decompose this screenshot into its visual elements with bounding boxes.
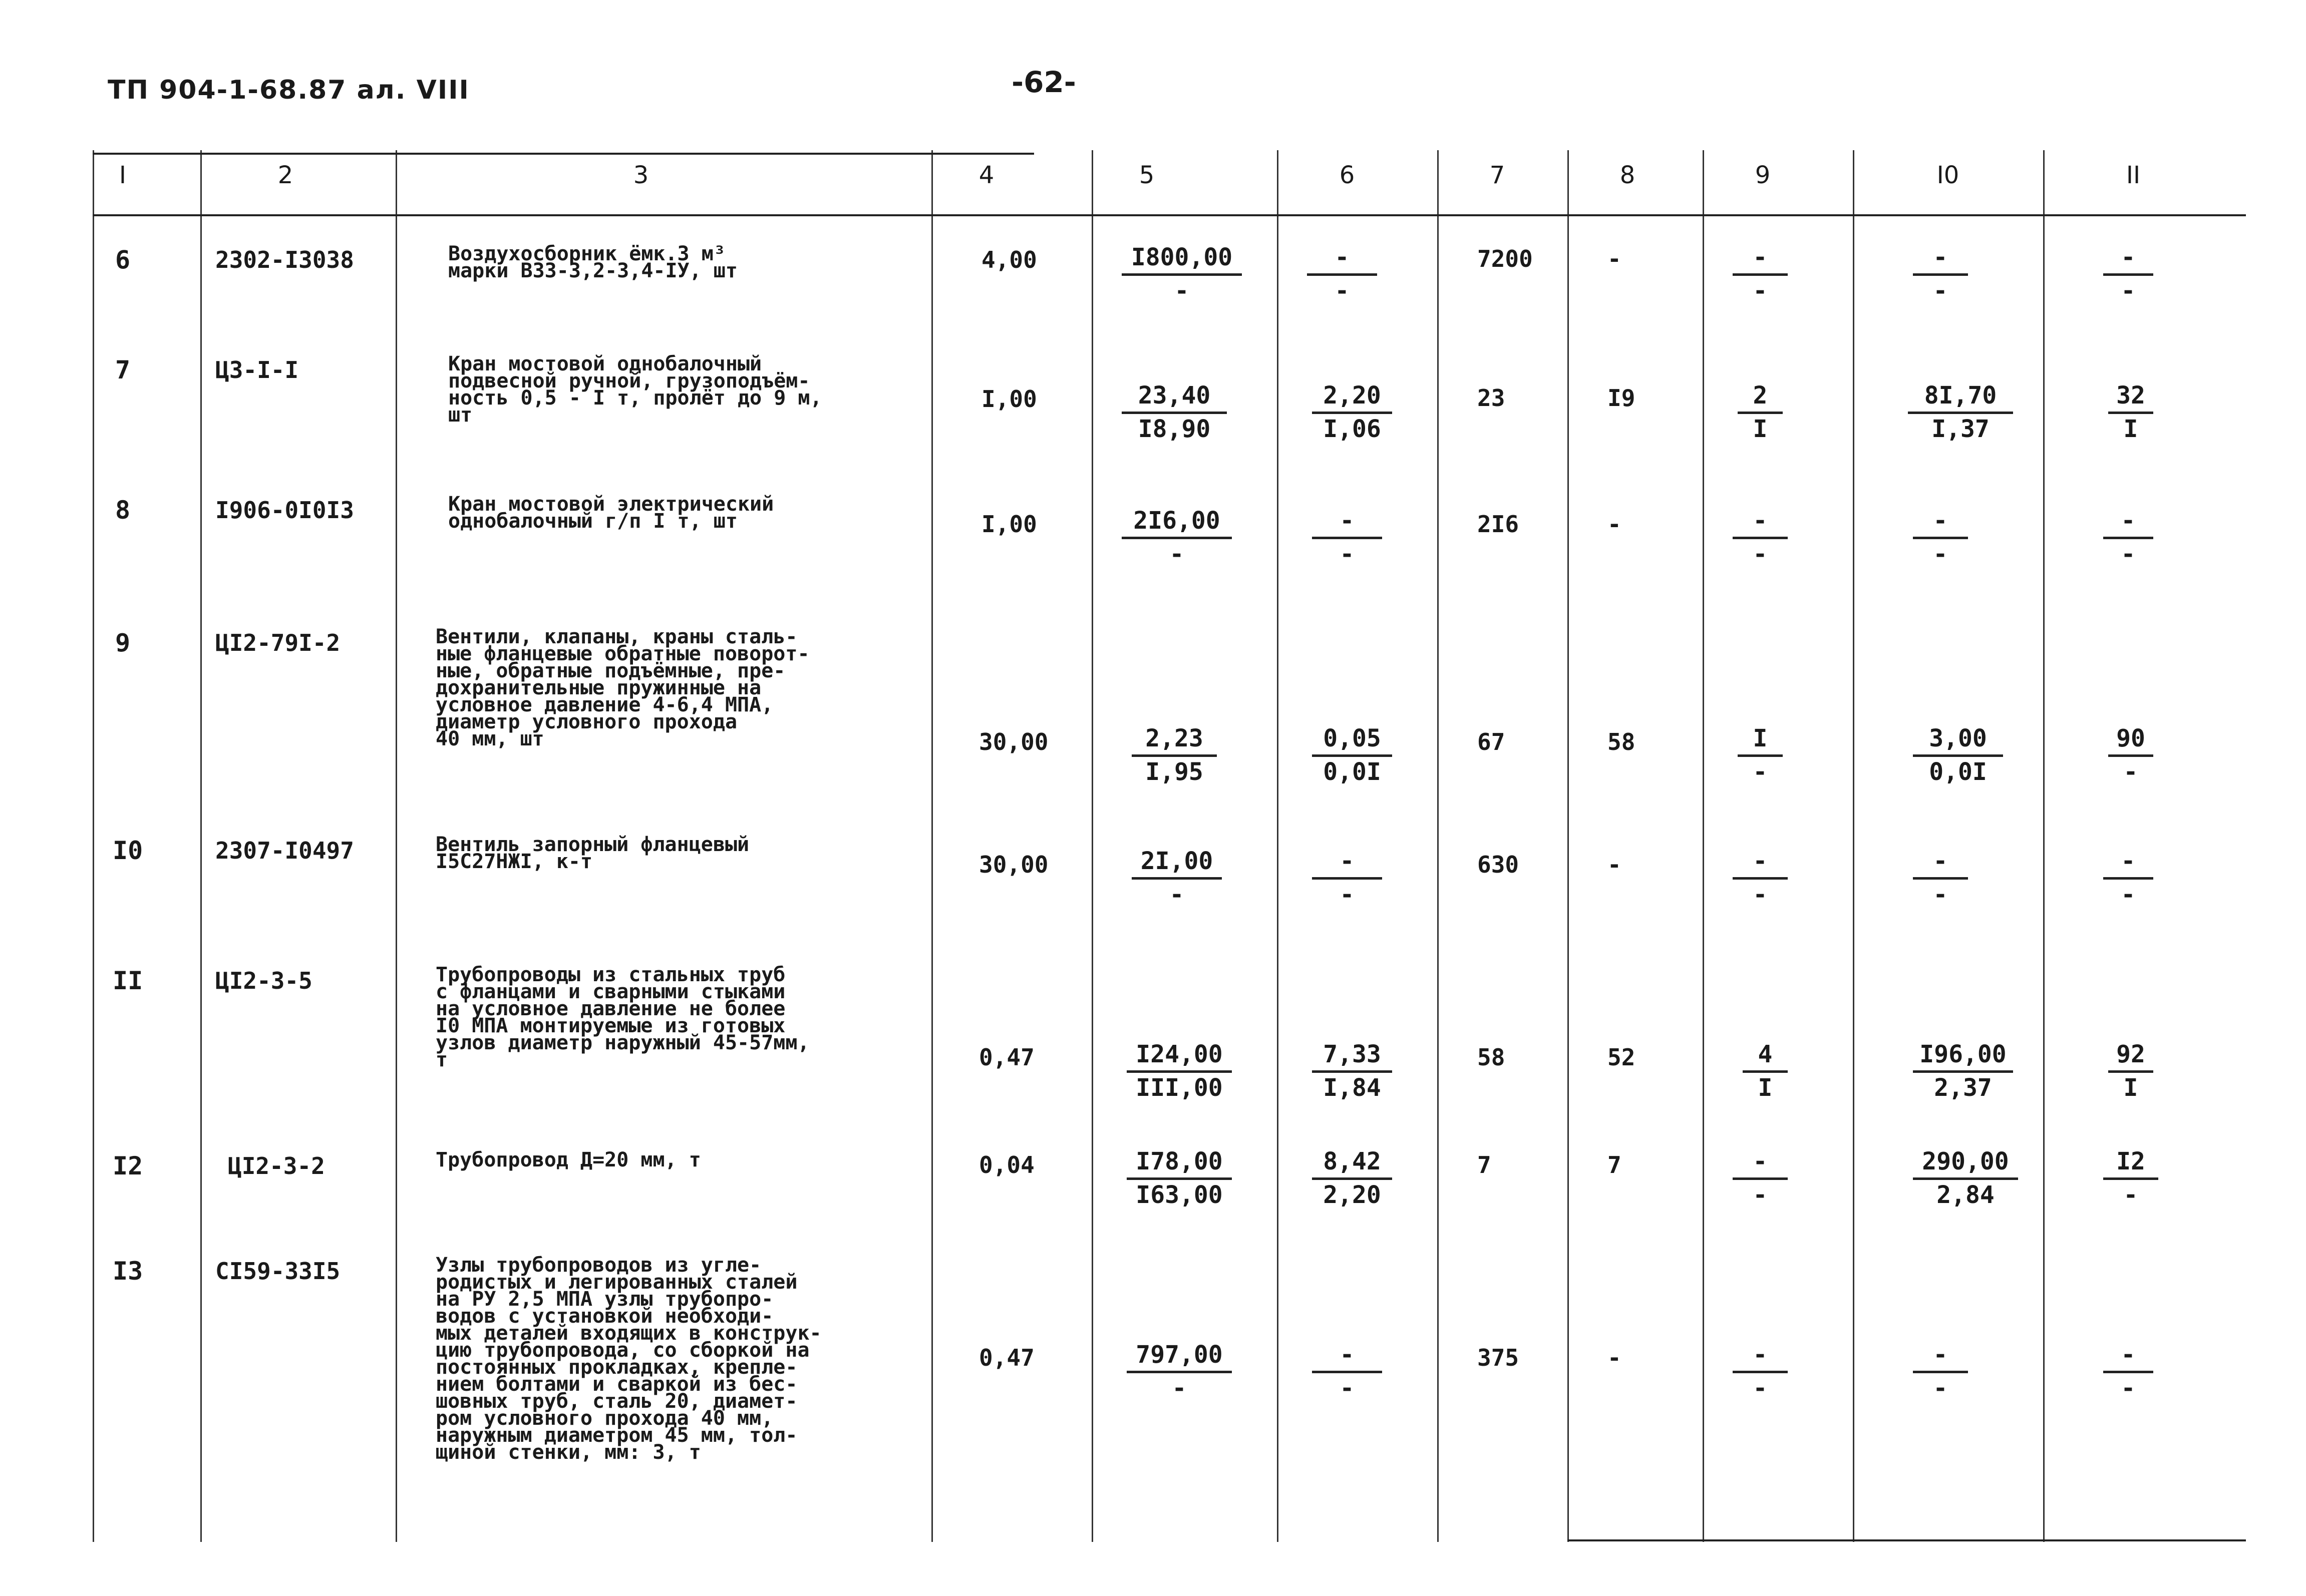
fraction-col6: $\frac{7,33}{I,84}$ (1312, 1040, 1392, 1103)
norm-code: I906-0I0I3 (215, 497, 354, 524)
total-col7: 7200 (1477, 245, 1533, 272)
item-description: Вентиль запорный фланцевый I5С27НЖI, к-т (436, 833, 750, 873)
value-col8: 58 (1607, 728, 1635, 755)
fraction-col9: $\frac{2}{I}$ (1738, 381, 1783, 444)
fraction-col10: - - (1913, 507, 1968, 569)
fraction-col11: - - (2103, 1341, 2153, 1403)
row-number: I0 (113, 836, 143, 865)
fraction-col6: - - (1312, 1341, 1382, 1403)
fraction-col9: - - (1733, 1341, 1788, 1403)
fraction-col9: $\frac{4}{I}$ (1743, 1040, 1788, 1103)
fraction-col11: - - (2103, 243, 2153, 306)
fraction-col6: - - (1312, 507, 1382, 569)
column-header: 6 (1339, 161, 1355, 189)
fraction-col10: $\frac{8I,70}{I,37}$ (1908, 381, 2013, 444)
quantity: I,00 (981, 385, 1037, 413)
total-col7: 375 (1477, 1344, 1519, 1371)
column-header: 5 (1139, 161, 1155, 189)
row-number: 7 (115, 355, 131, 384)
column-header: II (2126, 161, 2141, 189)
fraction-col5: I800,00 - (1122, 243, 1242, 306)
column-header: I0 (1936, 161, 1959, 189)
value-col8: 52 (1607, 1044, 1635, 1071)
fraction-col5: $\frac{23,40}{I8,90}$ (1122, 381, 1227, 444)
table-row (0, 623, 2306, 814)
item-description: Трубопроводы из стальных труб с фланцами и сварными стыками на условное давление не более I0 МПА монтируемые из готовых узлов диаметр наружный 45-57мм, т (436, 963, 810, 1071)
fraction-col11: $\frac{92}{I}$ (2108, 1040, 2153, 1103)
quantity: 4,00 (981, 246, 1037, 273)
quantity: I,00 (981, 511, 1037, 538)
total-col7: 67 (1477, 728, 1505, 755)
norm-code: Ц3-I-I (215, 356, 299, 383)
quantity: 0,47 (979, 1044, 1035, 1071)
document-code: ТП 904-1-68.87 ал. VIII (108, 75, 470, 105)
column-header: I (119, 161, 127, 189)
quantity: 30,00 (979, 851, 1049, 878)
fraction-col11: - - (2103, 847, 2153, 910)
fraction-col5: $\frac{2,23}{I,95}$ (1132, 724, 1217, 787)
fraction-col10: - - (1913, 243, 1968, 306)
fraction-col9: I - (1738, 724, 1783, 787)
fraction-col5: 2I,00 - (1132, 847, 1222, 910)
fraction-col6: $\frac{8,42}{2,20}$ (1312, 1147, 1392, 1210)
fraction-col10: $\frac{3,00}{0,0I}$ (1913, 724, 2003, 787)
fraction-col9: - - (1733, 243, 1788, 306)
total-col7: 58 (1477, 1044, 1505, 1071)
column-header: 3 (633, 161, 649, 189)
item-description: Кран мостовой однобалочный подвесной ручной, грузоподъём- ность 0,5 - I т, пролёт до 9 м, шт (448, 352, 822, 427)
fraction-col5: 797,00 - (1127, 1341, 1232, 1403)
column-header: 9 (1755, 161, 1771, 189)
norm-code: ЦI2-3-2 (228, 1152, 325, 1179)
quantity: 30,00 (979, 728, 1049, 755)
norm-code: ЦI2-79I-2 (215, 629, 341, 656)
row-number: I3 (113, 1257, 143, 1286)
value-col8: 7 (1607, 1151, 1621, 1178)
header-separator (93, 214, 2246, 216)
fraction-col6: $\frac{0,05}{0,0I}$ (1312, 724, 1392, 787)
table-row (0, 1252, 2306, 1552)
item-description: Воздухосборник ёмк.3 м³ марки В33-3,2-3,4-IУ, шт (448, 242, 738, 282)
value-col8: - (1607, 511, 1621, 538)
quantity: 0,47 (979, 1344, 1035, 1371)
value-col8: - (1607, 245, 1621, 272)
fraction-col10: - - (1913, 1341, 1968, 1403)
fraction-col9: - - (1733, 1147, 1788, 1210)
norm-code: ЦI2-3-5 (215, 967, 312, 994)
fraction-col9: - - (1733, 507, 1788, 569)
row-number: 8 (115, 496, 131, 525)
table-row (0, 831, 2306, 941)
fraction-col10: $\frac{I96,00}{2,37}$ (1913, 1040, 2013, 1103)
fraction-col6: $\frac{2,20}{I,06}$ (1312, 381, 1392, 444)
table-row (0, 1146, 2306, 1242)
column-header: 2 (277, 161, 293, 189)
fraction-col6: - - (1312, 847, 1382, 910)
fraction-col11: - - (2103, 507, 2153, 569)
quantity: 0,04 (979, 1151, 1035, 1178)
total-col7: 630 (1477, 851, 1519, 878)
fraction-col11: $\frac{32}{I}$ (2108, 381, 2153, 444)
column-header: 4 (978, 161, 995, 189)
norm-code: СI59-33I5 (215, 1258, 341, 1285)
item-description: Кран мостовой электрический однобалочный г/п I т, шт (448, 493, 774, 533)
table-row (0, 491, 2306, 606)
fraction-col11: I2 - (2103, 1147, 2158, 1210)
row-number: 6 (115, 245, 131, 274)
fraction-col5: $\frac{I78,00}{I63,00}$ (1127, 1147, 1232, 1210)
column-header: 7 (1489, 161, 1505, 189)
row-number: 9 (115, 628, 131, 657)
fraction-col10: - - (1913, 847, 1968, 910)
fraction-col5: I24,00 III,00 (1127, 1040, 1232, 1103)
row-number: I2 (113, 1151, 143, 1180)
row-number: II (113, 966, 143, 995)
fraction-col10: $\frac{290,00}{2,84}$ (1913, 1147, 2018, 1210)
page-number: -62- (1012, 65, 1076, 99)
total-col7: 7 (1477, 1151, 1491, 1178)
item-description: Узлы трубопроводов из угле- родистых и легированных сталей на РУ 2,5 МПА узлы трубопро- водов с установкой необходи- мых деталей входящих в конструк- цию трубопровода, со сборкой на постоянных прокладках, крепле- нием болтами и сваркой из бес- шовных труб, сталь 20, диамет- ром условного прохода 40 мм, наружным диаметром 45 мм, тол- щиной стенки, мм: 3, т (436, 1254, 822, 1464)
table-row (0, 961, 2306, 1131)
value-col8: I9 (1607, 384, 1635, 412)
item-description: Вентили, клапаны, краны сталь- ные фланцевые обратные поворот- ные, обратные подъёмные, пре- дохранительные пружинные на условное давление 4-6,4 МПА, диаметр условного прохода 40 мм, шт (436, 625, 810, 750)
table-row (0, 240, 2306, 340)
total-col7: 2I6 (1477, 511, 1519, 538)
norm-code: 2307-I0497 (215, 837, 354, 864)
fraction-col5: 2I6,00 - (1122, 507, 1232, 569)
total-col7: 23 (1477, 384, 1505, 412)
item-description: Трубопровод Д=20 мм, т (436, 1148, 701, 1171)
table-row (0, 350, 2306, 481)
value-col8: - (1607, 1344, 1621, 1371)
column-header: 8 (1619, 161, 1635, 189)
fraction-col6: - - (1307, 243, 1377, 306)
value-col8: - (1607, 851, 1621, 878)
fraction-col9: - - (1733, 847, 1788, 910)
norm-code: 2302-I3038 (215, 246, 354, 273)
fraction-col11: 90 - (2108, 724, 2153, 787)
table-top-border (93, 153, 1034, 155)
